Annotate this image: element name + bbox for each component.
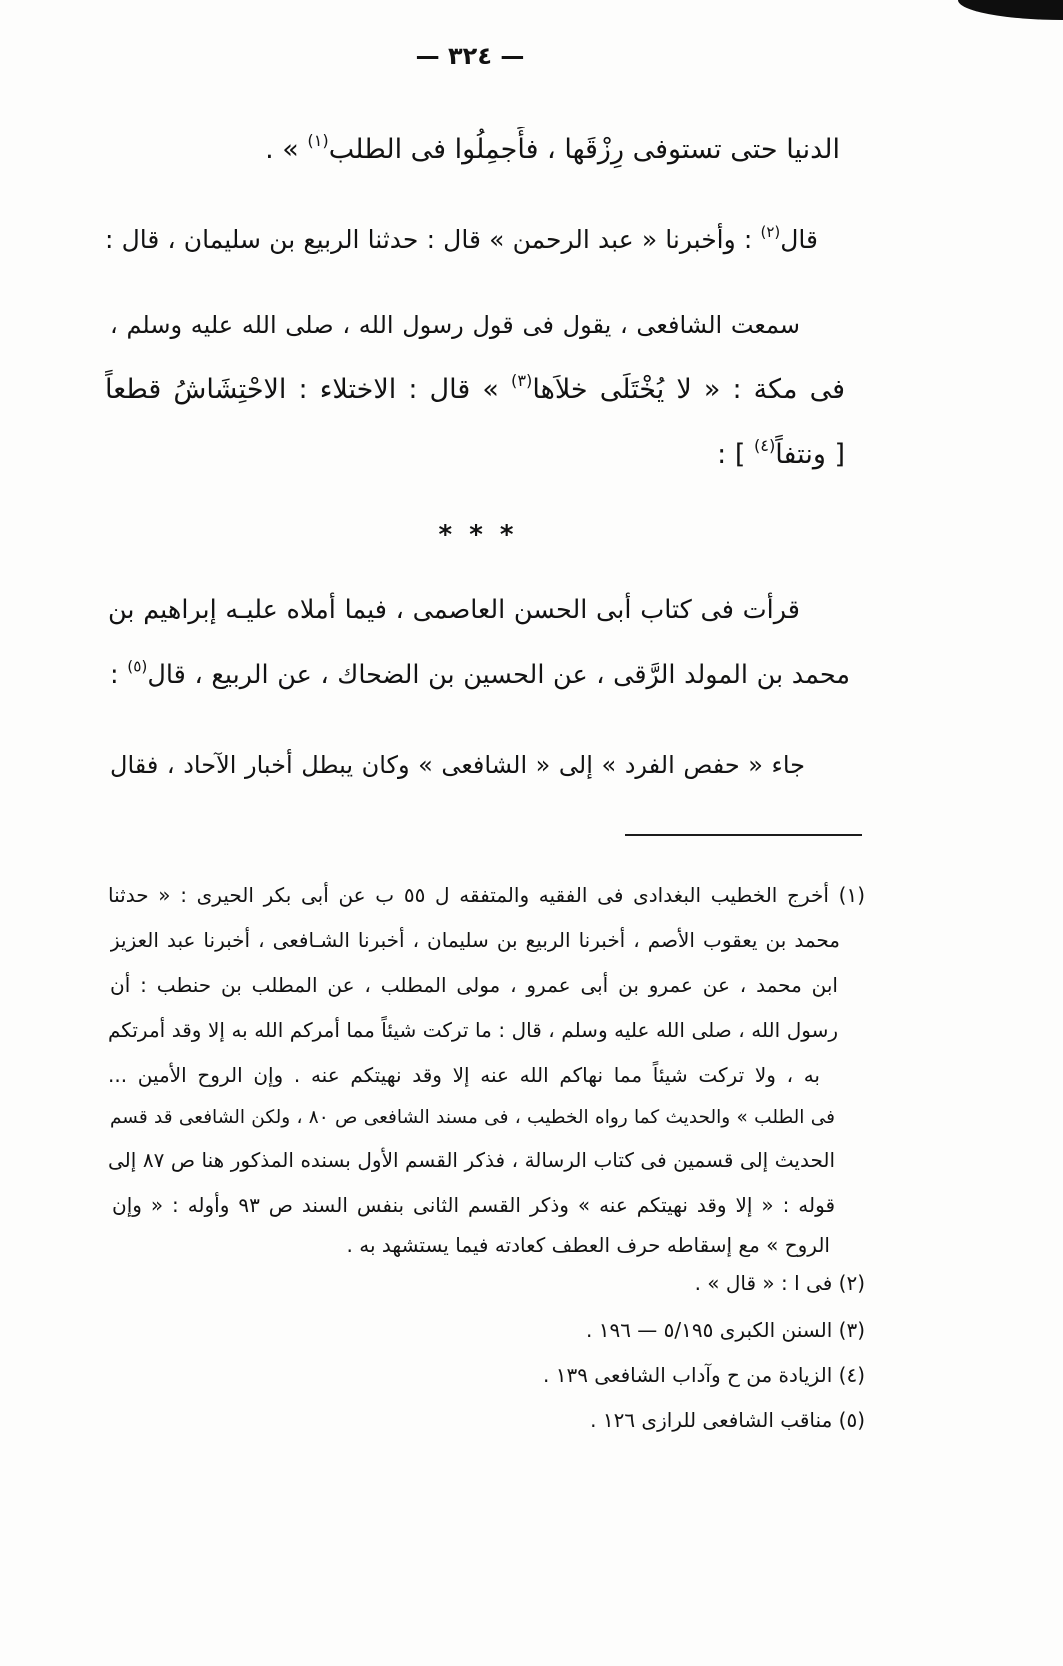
footnote-1-line: ابن محمد ، عن عمرو بن أبى عمرو ، مولى المطلب ، عن المطلب بن حنطب : أن <box>110 973 838 997</box>
footnote-1-line: فى الطلب » والحديث كما رواه الخطيب ، فى مسند الشافعى ص ٨٠ ، ولكن الشافعى قد قسم <box>110 1107 835 1128</box>
footnote-1-line: الروح » مع إسقاطه حرف العطف كعادته فيما يستشهد به . <box>346 1233 830 1257</box>
footnote-separator-rule <box>625 834 862 836</box>
text-segment: فى مكة : « لا يُخْتَلَى خلاَها <box>532 374 845 405</box>
footnote-1-line: به ، ولا تركت شيئاً مما نهاكم الله عنه إلا وقد نهيتكم عنه . وإن الروح الأمين ... <box>108 1063 820 1087</box>
footnote-1-line: رسول الله ، صلى الله عليه وسلم ، قال : ما تركت شيئاً مما أمركم الله به إلا وقد أمرتكم <box>108 1018 838 1042</box>
text-segment: ] : <box>717 439 754 470</box>
footnote-1-line: الحديث إلى قسمين فى كتاب الرسالة ، فذكر القسم الأول بسنده المذكور هنا ص ٨٧ إلى <box>108 1148 835 1172</box>
text-segment: محمد بن المولد الرَّقى ، عن الحسين بن الضحاك ، عن الربيع ، قال <box>147 660 850 690</box>
scan-edge-shadow <box>958 0 1063 20</box>
footnote-5: (٥) مناقب الشافعى للرازى ١٢٦ . <box>590 1408 865 1432</box>
section-separator: * * * <box>438 520 518 550</box>
text-segment: [ ونتفاً <box>775 439 845 470</box>
footnote-1-line: محمد بن يعقوب الأصم ، أخبرنا الربيع بن سليمان ، أخبرنا الشـافعى ، أخبرنا عبد العزيز <box>110 928 840 952</box>
main-line-5 <box>545 432 845 478</box>
text-segment: : <box>110 660 128 690</box>
footnote-4: (٤) الزيادة من ح وآداب الشافعى ١٣٩ . <box>542 1363 865 1387</box>
text-segment: : وأخبرنا « عبد الرحمن » قال : حدثنا الربيع بن سليمان ، قال : <box>105 225 761 254</box>
footnote-marker: (٥) <box>127 657 148 676</box>
footnote-1-line: قوله : « إلا وقد نهيتكم عنه » وذكر القسم الثانى بنفس السند ص ٩٣ وأوله : « وإن <box>112 1193 835 1217</box>
footnote-1-line: (١) أخرج الخطيب البغدادى فى الفقيه والمتفقه ل ٥٥ ب عن أبى بكر الحيرى : « حدثنا <box>108 883 865 907</box>
footnote-marker: (٤) <box>753 435 776 455</box>
main-line-7 <box>110 652 850 698</box>
footnote-marker: (٣) <box>511 370 533 390</box>
footnote-marker: (١) <box>307 130 329 150</box>
main-line-1 <box>105 127 840 173</box>
text-segment: » قال : الاختلاء : الاحْتِشَاشُ قطعاً <box>105 374 511 405</box>
main-line-4 <box>105 367 845 413</box>
main-line-8: جاء « حفص الفرد » إلى « الشافعى » وكان يبطل أخبار الآحاد ، فقال <box>110 751 805 779</box>
main-line-6: قرأت فى كتاب أبى الحسن العاصمى ، فيما أملاه عليـه إبراهيم بن <box>108 595 800 625</box>
footnote-2: (٢) فى ا : « قال » . <box>694 1271 865 1295</box>
main-line-2 <box>105 217 818 263</box>
text-segment: » . <box>265 134 308 165</box>
text-segment: الدنيا حتى تستوفى رِزْقَها ، فأَجمِلُوا فى الطلب <box>328 134 840 165</box>
footnote-3: (٣) السنن الكبرى ٥/١٩٥ — ١٩٦ . <box>586 1318 865 1342</box>
main-line-3: سمعت الشافعى ، يقول فى قول رسول الله ، صلى الله عليه وسلم ، <box>110 311 800 339</box>
text-segment: قال <box>780 225 818 254</box>
page-number: — ٣٢٤ — <box>415 42 525 70</box>
footnote-marker: (٢) <box>760 222 781 241</box>
